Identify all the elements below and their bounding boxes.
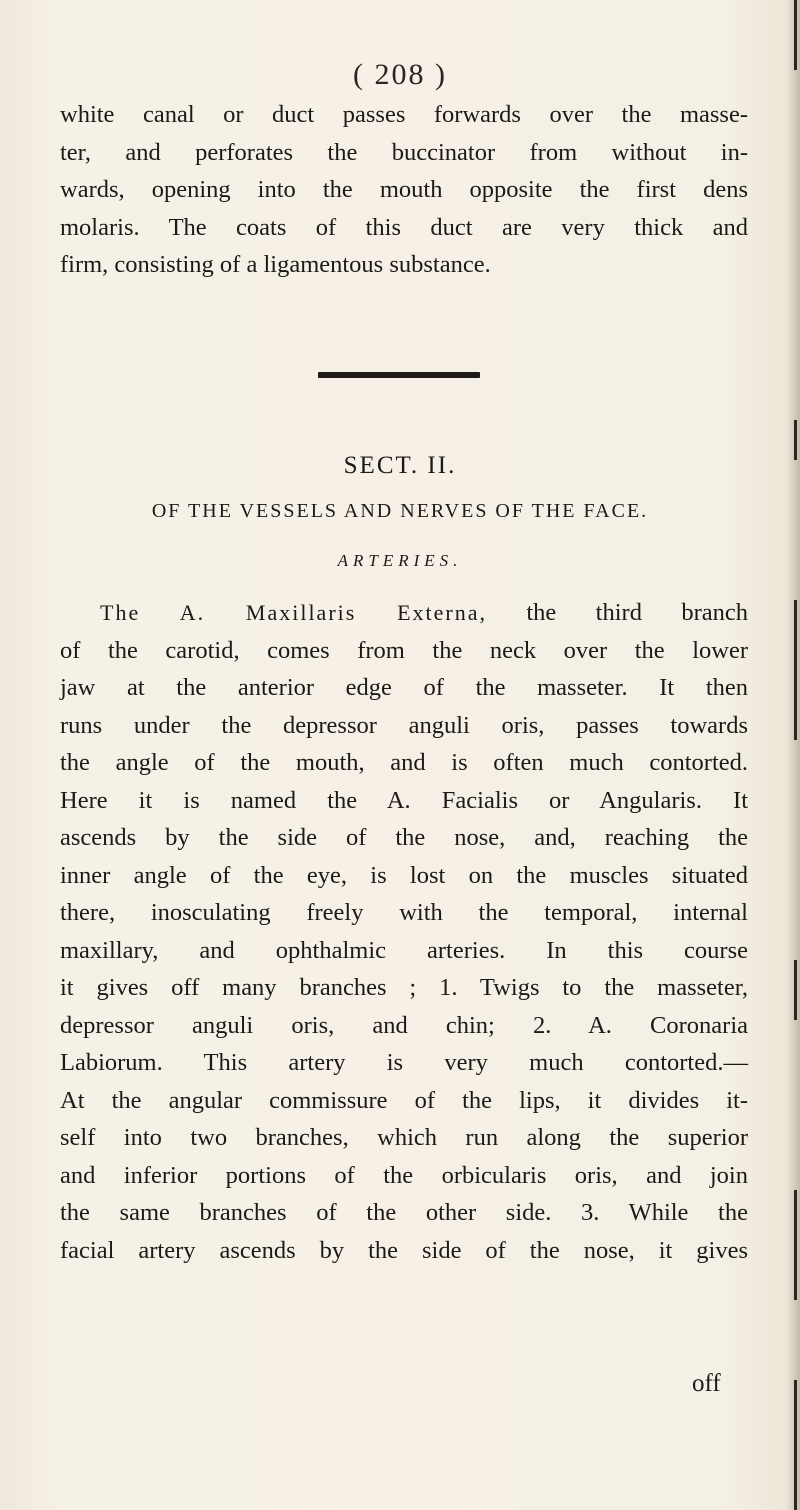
text-line: At the angular commissure of the lips, it divides it- [60, 1086, 748, 1114]
edge-mark [794, 960, 797, 1020]
text-fragment: the third branch [486, 599, 748, 626]
text-line: ascends by the side of the nose, and, reaching the [60, 824, 748, 851]
catchword: off [692, 1370, 721, 1397]
text-line: Labiorum. This artery is very much contorted.— [60, 1049, 748, 1076]
text-line: wards, opening into the mouth opposite the first dens [60, 176, 748, 203]
text-line: it gives off many branches ; 1. Twigs to the masseter, [60, 974, 748, 1001]
edge-mark [794, 1380, 797, 1510]
section-title: SECT. II. [343, 452, 457, 479]
text-line: and inferior portions of the orbicularis oris, and join [60, 1161, 748, 1189]
subheading-arteries: ARTERIES. [337, 551, 463, 570]
text-line: the same branches of the other side. 3. While the [60, 1199, 748, 1226]
text-line: white canal or duct passes forwards over the masse- [60, 101, 748, 128]
artery-name-small-caps: The A. Maxillaris Externa, [100, 600, 487, 625]
section-subtitle: OF THE VESSELS AND NERVES OF THE FACE. [151, 500, 649, 522]
text-line-first [60, 594, 748, 632]
text-line: firm, consisting of a ligamentous substance. [60, 251, 491, 278]
text-line: Here it is named the A. Facialis or Angularis. It [60, 786, 748, 814]
edge-mark [794, 600, 797, 740]
page-edge-shadow [786, 0, 800, 1510]
edge-mark [794, 1190, 797, 1300]
text-line: of the carotid, comes from the neck over the lower [60, 636, 748, 664]
text-line: molaris. The coats of this duct are very thick and [60, 213, 748, 241]
text-line: self into two branches, which run along the superior [60, 1124, 748, 1151]
text-line: the angle of the mouth, and is often much contorted. [60, 749, 748, 776]
text-line: inner angle of the eye, is lost on the muscles situated [60, 861, 748, 889]
page-number: ( 208 ) [353, 58, 447, 91]
paragraph-parotid-duct [60, 96, 748, 284]
text-line: jaw at the anterior edge of the masseter. It then [60, 674, 748, 701]
text-line: maxillary, and ophthalmic arteries. In this course [60, 936, 748, 964]
text-line: runs under the depressor anguli oris, passes towards [60, 711, 748, 739]
text-line: there, inosculating freely with the temporal, internal [60, 899, 748, 926]
text-line: ter, and perforates the buccinator from without in- [60, 138, 748, 166]
text-line: depressor anguli oris, and chin; 2. A. Coronaria [60, 1011, 748, 1039]
text-line: facial artery ascends by the side of the nose, it gives [60, 1236, 748, 1264]
paragraph-arteries [60, 594, 748, 1269]
section-divider-rule [318, 372, 480, 378]
